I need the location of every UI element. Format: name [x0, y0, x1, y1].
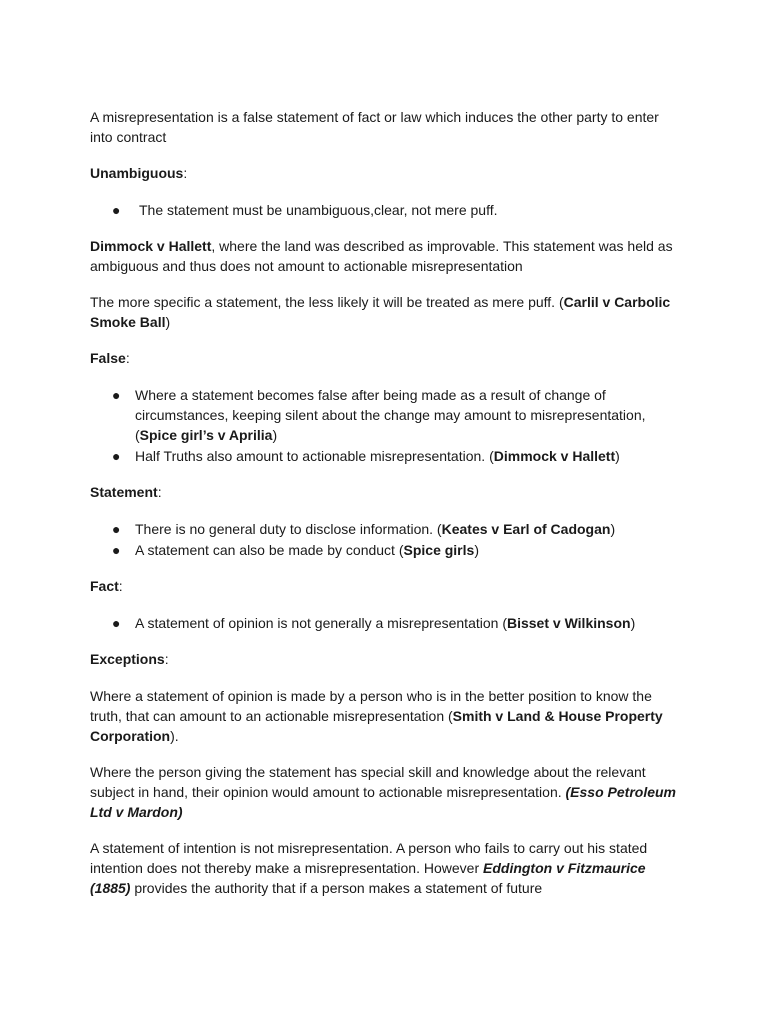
heading-exceptions: Exceptions: [90, 651, 169, 667]
list-item: ● Where a statement becomes false after being made as a result of change of circumstances, keeping silent about the change may amount to misrepresentation, (Spice girl’s v Aprilia) [112, 387, 646, 443]
heading-unambiguous: Unambiguous: [90, 165, 188, 181]
dimmock-paragraph: Dimmock v Hallett, where the land was described as improvable. This statement was held as ambiguous and thus does not amount to actionable misrepresentation [90, 238, 673, 274]
statement-list [90, 519, 680, 560]
bullet-icon: ● [112, 615, 121, 631]
heading-statement: Statement: [90, 484, 162, 500]
list-item: ● A statement can also be made by conduct (Spice girls) [112, 542, 479, 558]
bullet-icon: ● [112, 542, 121, 558]
heading-fact: Fact: [90, 578, 123, 594]
bullet-icon: ● [112, 202, 121, 218]
bullet-icon: ● [112, 387, 121, 403]
unambiguous-list [90, 200, 680, 220]
fact-list [90, 613, 680, 633]
smith-paragraph: Where a statement of opinion is made by a person who is in the better position to know the truth, that can amount to an actionable misrepresentation (Smith v Land & House Property Corporation). [90, 688, 663, 744]
bullet-icon: ● [112, 448, 121, 464]
heading-false: False: [90, 350, 130, 366]
list-item: ● There is no general duty to disclose information. (Keates v Earl of Cadogan) [112, 521, 616, 537]
carlil-paragraph: The more specific a statement, the less likely it will be treated as mere puff. (Carlil v Carbolic Smoke Ball) [90, 294, 671, 330]
list-item: ● The statement must be unambiguous,clear, not mere puff. [112, 202, 498, 218]
list-item: ● A statement of opinion is not generally a misrepresentation (Bisset v Wilkinson) [112, 615, 636, 631]
esso-paragraph: Where the person giving the statement has special skill and knowledge about the relevant subject in hand, their opinion would amount to actionable misrepresentation. (Esso Petroleum Ltd v Mardon) [90, 764, 676, 820]
document-body [90, 107, 680, 914]
false-list [90, 385, 680, 466]
list-item: ● Half Truths also amount to actionable misrepresentation. (Dimmock v Hallett) [112, 448, 620, 464]
intro-paragraph: A misrepresentation is a false statement of fact or law which induces the other party to enter into contract [90, 109, 659, 145]
bullet-icon: ● [112, 521, 121, 537]
eddington-paragraph: A statement of intention is not misrepresentation. A person who fails to carry out his stated intention does not thereby make a misrepresentation. However Eddington v Fitzmaurice (1885) provides the authority that if a person makes a statement of future [90, 840, 648, 896]
